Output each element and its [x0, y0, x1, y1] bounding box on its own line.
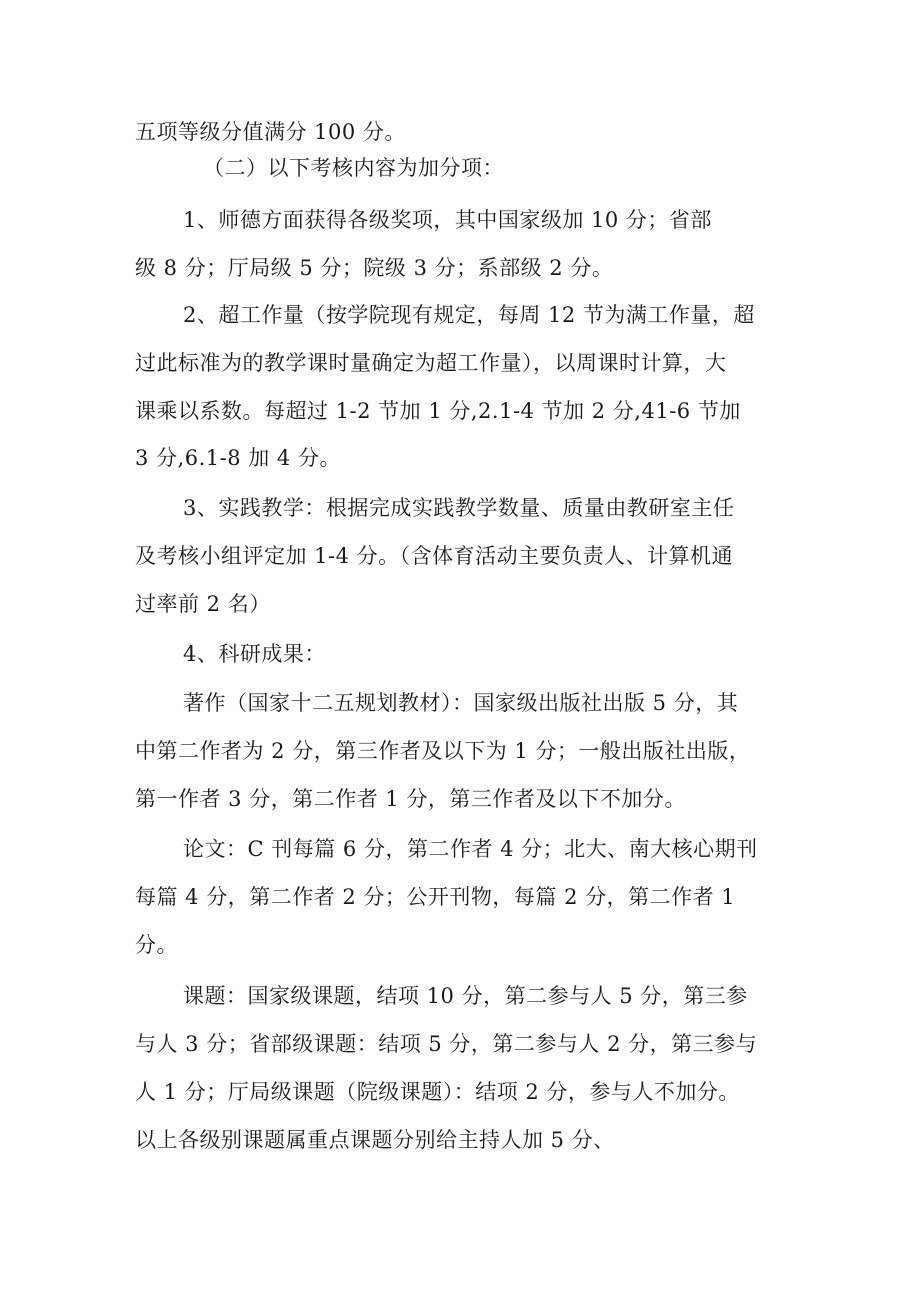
text-line: 2、超工作量（按学院现有规定，每周 12 节为满工作量，超: [183, 303, 755, 327]
text-line: 级 8 分；厅局级 5 分；院级 3 分；系部级 2 分。: [135, 256, 614, 280]
text-line: 著作（国家十二五规划教材）：国家级出版社出版 5 分，其: [183, 691, 739, 715]
text-line: 过此标准为的教学课时量确定为超工作量），以周课时计算，大: [135, 351, 727, 375]
text-line: 每篇 4 分，第二作者 2 分；公开刊物，每篇 2 分，第二作者 1: [135, 885, 736, 909]
text-line: 及考核小组评定加 1-4 分。（含体育活动主要负责人、计算机通: [135, 544, 734, 568]
text-line: 以上各级别课题属重点课题分别给主持人加 5 分、: [135, 1128, 615, 1152]
text-line: 课题：国家级课题，结项 10 分，第二参与人 5 分，第三参: [183, 984, 748, 1008]
text-line: 3、实践教学：根据完成实践教学数量、质量由教研室主任: [183, 496, 735, 520]
text-line: 课乘以系数。每超过 1-2 节加 1 分,2.1-4 节加 2 分,41-6 节加: [135, 399, 741, 423]
text-line: 与人 3 分；省部级课题：结项 5 分，第二参与人 2 分，第三参与: [135, 1032, 758, 1056]
section-heading: 4、科研成果：: [183, 642, 326, 666]
text-line: 1、师德方面获得各级奖项，其中国家级加 10 分；省部: [183, 208, 712, 232]
text-line: 中第二作者为 2 分，第三作者及以下为 1 分；一般出版社出版，: [135, 739, 751, 763]
text-line: 论文：C 刊每篇 6 分，第二作者 4 分；北大、南大核心期刊: [183, 837, 758, 861]
text-line: 分。: [135, 933, 178, 957]
text-line: 过率前 2 名）: [135, 592, 271, 616]
text-line: 3 分,6.1-8 加 4 分。: [135, 446, 341, 470]
text-line: 第一作者 3 分，第二作者 1 分，第三作者及以下不加分。: [135, 787, 686, 811]
section-heading: （二）以下考核内容为加分项：: [203, 156, 504, 180]
text-line: 人 1 分；厅局级课题（院级课题）：结项 2 分，参与人不加分。: [135, 1080, 740, 1104]
text-line: 五项等级分值满分 100 分。: [135, 120, 406, 144]
